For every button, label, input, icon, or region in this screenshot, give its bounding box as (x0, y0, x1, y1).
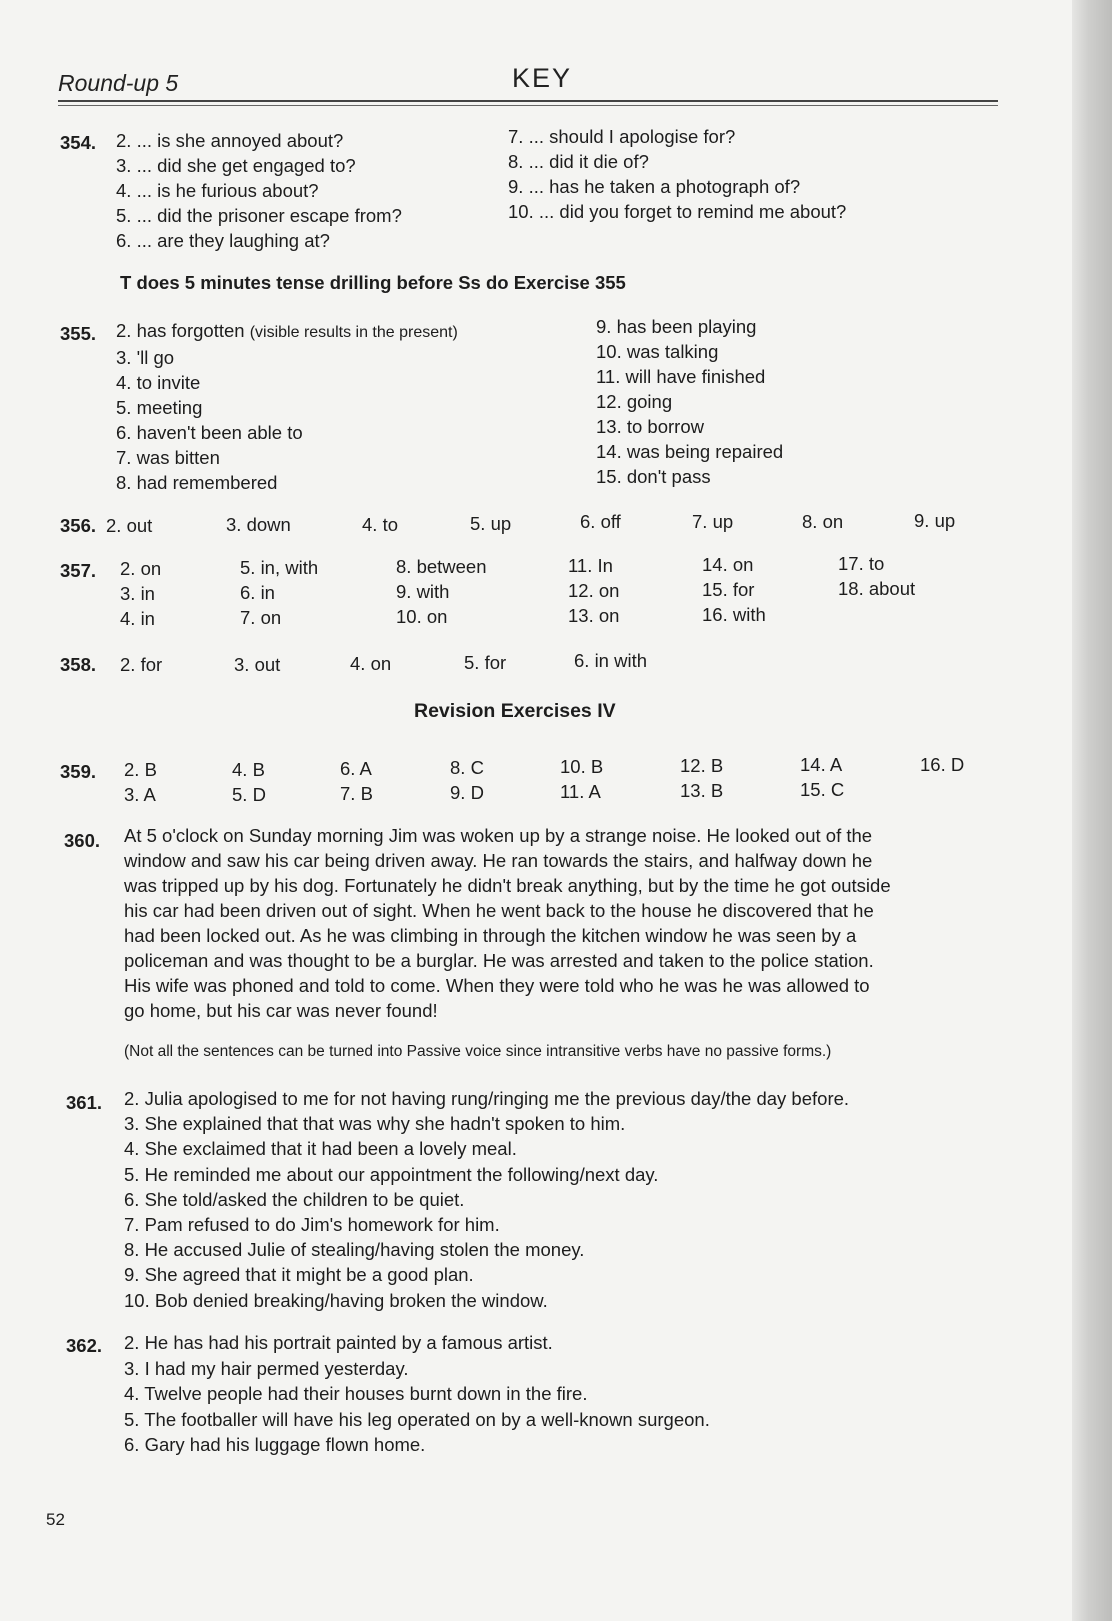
exercise-359-col (800, 752, 844, 802)
answer-item: 18. about (838, 578, 916, 599)
answer-item: 5. meeting (116, 397, 203, 418)
exercise-357-col (702, 552, 766, 627)
answer-item: 8. had remembered (116, 472, 278, 493)
answer-item: 12. going (596, 391, 673, 412)
exercise-354-left (116, 128, 402, 253)
text-line: His wife was phoned and told to come. When they were told who he was he was allowed to (124, 975, 870, 996)
exercise-356-number: 356. (60, 515, 97, 536)
answer-item: 8. He accused Julie of stealing/having stolen the money. (124, 1239, 585, 1261)
answer-item: 15. C (800, 779, 845, 800)
exercise-359-col (232, 757, 266, 807)
answer-item: 10. ... did you forget to remind me about? (508, 201, 847, 222)
answer-item: 4. to (362, 514, 398, 535)
answer-item: 5. up (470, 513, 512, 534)
answer-item: 4. on (350, 653, 392, 674)
drill-instruction: T does 5 minutes tense drilling before Ss do Exercise 355 (120, 272, 626, 293)
answer-item: 6. ... are they laughing at? (116, 230, 330, 251)
exercise-357-col (396, 554, 487, 629)
exercise-355-left (116, 318, 458, 495)
answer-item: 11. A (560, 781, 601, 802)
answer-item: 2. has forgotten (visible results in the present) (116, 320, 458, 341)
answer-item: 15. for (702, 579, 755, 600)
answer-item: 2. for (120, 654, 163, 675)
answer-item: 6. A (340, 758, 372, 779)
answer-item: 9. has been playing (596, 316, 757, 337)
answer-item: 4. to invite (116, 372, 201, 393)
answer-item: 9. ... has he taken a photograph of? (508, 176, 801, 197)
answer-item: 13. on (568, 605, 620, 626)
revision-heading: Revision Exercises IV (414, 700, 616, 722)
exercise-359-col (124, 757, 157, 807)
answer-item: 7. up (692, 511, 734, 532)
text-line: go home, but his car was never found! (124, 1000, 438, 1021)
header-rule (58, 100, 998, 102)
exercise-361-answers (124, 1086, 849, 1313)
exercise-359-col (920, 752, 964, 777)
answer-item: 8. between (396, 556, 487, 577)
answer-item: 6. off (580, 511, 621, 532)
answer-item: 4. She exclaimed that it had been a lovely meal. (124, 1138, 517, 1160)
answer-item: 6. haven't been able to (116, 422, 303, 443)
exercise-359-col (450, 755, 484, 805)
answer-item: 16. D (920, 754, 965, 775)
answer-item: 8. C (450, 757, 484, 778)
exercise-359-col (560, 754, 603, 804)
text-line: policeman and was thought to be a burglar. He was arrested and taken to the police station. (124, 950, 874, 971)
answer-item: 12. B (680, 755, 724, 776)
answer-item: 10. Bob denied breaking/having broken the window. (124, 1289, 548, 1311)
answer-item: 7. Pam refused to do Jim's homework for him. (124, 1214, 500, 1236)
exercise-361-number: 361. (66, 1092, 103, 1113)
answer-item: 3. in (120, 583, 155, 604)
answer-item: 9. with (396, 581, 450, 602)
answer-item: 11. will have finished (596, 366, 766, 387)
answer-item: 6. in with (574, 650, 648, 671)
answer-item: 7. was bitten (116, 447, 220, 468)
answer-item: 12. on (568, 580, 620, 601)
answer-item: 6. in (240, 582, 275, 603)
text-line: had been locked out. As he was climbing in through the kitchen window he was seen by a (124, 925, 857, 946)
answer-item: 6. She told/asked the children to be quiet. (124, 1188, 465, 1210)
answer-item: 5. D (232, 784, 266, 805)
exercise-359-col (680, 753, 723, 803)
answer-item: 15. don't pass (596, 466, 711, 487)
answer-item: 14. was being repaired (596, 441, 784, 462)
answer-item: 5. for (464, 652, 507, 673)
exercise-359-number: 359. (60, 761, 97, 782)
answer-item: 3. ... did she get engaged to? (116, 155, 356, 176)
exercise-359-col (340, 756, 373, 806)
text-line: window and saw his car being driven away. He ran towards the stairs, and halfway down he (124, 850, 873, 871)
answer-item: 2. on (120, 558, 162, 579)
answer-item: 3. A (124, 784, 156, 805)
exercise-362-answers (124, 1330, 710, 1458)
page-number: 52 (46, 1510, 65, 1529)
answer-item: 2. out (106, 515, 153, 536)
answer-item: 9. She agreed that it might be a good plan. (124, 1264, 474, 1286)
answer-item: 7. on (240, 607, 282, 628)
exercise-357-col (568, 553, 619, 628)
answer-item: 3. She explained that that was why she hadn't spoken to him. (124, 1113, 626, 1135)
answer-item: 16. with (702, 604, 766, 625)
answer-item: 3. down (226, 514, 291, 535)
answer-item: 9. D (450, 782, 484, 803)
answer-note: (visible results in the present) (249, 324, 458, 341)
answer-item: 14. A (800, 754, 843, 775)
header-rule-thin (58, 105, 998, 106)
exercise-360-answer (124, 823, 1004, 1023)
exercise-360-note: (Not all the sentences can be turned into Passive voice since intransitive verbs have no passive forms.) (124, 1043, 832, 1060)
exercise-354-number: 354. (60, 132, 97, 153)
answer-item: 8. on (802, 511, 844, 532)
answer-item: 2. Julia apologised to me for not having rung/ringing me the previous day/the day before. (124, 1088, 850, 1109)
answer-item: 4. B (232, 759, 265, 780)
answer-item: 10. was talking (596, 341, 719, 362)
exercise-357-col (838, 551, 915, 601)
answer-item: 10. on (396, 606, 448, 627)
answer-item: 7. ... should I apologise for? (508, 126, 736, 147)
answer-item: 5. The footballer will have his leg operated on by a well-known surgeon. (124, 1408, 710, 1430)
exercise-357-col (120, 556, 161, 631)
answer-item: 10. B (560, 756, 604, 777)
exercise-357-col (240, 555, 318, 630)
answer-item: 6. Gary had his luggage flown home. (124, 1434, 426, 1455)
answer-item: 17. to (838, 553, 885, 574)
answer-item: 4. ... is he furious about? (116, 180, 319, 201)
answer-item: 5. in, with (240, 557, 319, 578)
answer-item: 5. He reminded me about our appointment the following/next day. (124, 1163, 659, 1185)
answer-item: 8. ... did it die of? (508, 151, 649, 172)
section-title: Round-up 5 (58, 70, 179, 96)
key-label: KEY (512, 63, 573, 93)
answer-item: 3. I had my hair permed yesterday. (124, 1357, 409, 1379)
page-edge-shadow (1072, 0, 1112, 1621)
answer-item: 2. He has had his portrait painted by a famous artist. (124, 1332, 553, 1353)
answer-item: 4. in (120, 608, 155, 629)
answer-item: 5. ... did the prisoner escape from? (116, 205, 402, 226)
answer-item: 3. out (234, 654, 281, 675)
exercise-360-number: 360. (64, 830, 101, 851)
exercise-362-number: 362. (66, 1335, 103, 1356)
answer-item: 3. 'll go (116, 347, 175, 368)
answer-item: 13. B (680, 780, 724, 801)
answer-item: 11. In (568, 555, 613, 576)
answer-item: 2. B (124, 759, 157, 780)
answer-item: 14. on (702, 554, 754, 575)
text-line: was tripped up by his dog. Fortunately he didn't break anything, but by the time he got outside (124, 875, 891, 896)
exercise-355-right (596, 314, 783, 489)
exercise-354-right (508, 124, 846, 224)
text-line: At 5 o'clock on Sunday morning Jim was woken up by a strange noise. He looked out of the (124, 825, 873, 846)
exercise-357-number: 357. (60, 560, 97, 581)
exercise-355-number: 355. (60, 323, 97, 344)
answer-item: 2. ... is she annoyed about? (116, 130, 344, 151)
answer-item: 13. to borrow (596, 416, 704, 437)
exercise-358-number: 358. (60, 654, 97, 675)
text-line: his car had been driven out of sight. When he went back to the house he discovered that he (124, 900, 874, 921)
answer-item: 9. up (914, 510, 956, 531)
answer-item: 4. Twelve people had their houses burnt down in the fire. (124, 1383, 588, 1404)
answer-item: 7. B (340, 783, 373, 804)
